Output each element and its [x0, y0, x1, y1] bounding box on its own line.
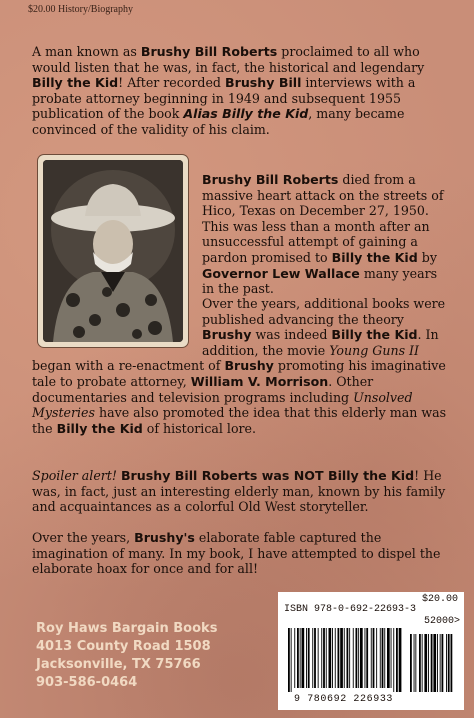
publisher-phone: 903-586-0464	[36, 675, 138, 690]
barcode-supplement-bar	[448, 634, 450, 692]
indent-block	[32, 296, 452, 358]
barcode-supplement-bar	[419, 634, 421, 692]
bold-name: Brushy Bill	[225, 75, 302, 91]
movie-title: Young Guns II	[329, 342, 419, 358]
barcode-bar	[288, 628, 290, 692]
barcode-supplement-bar	[451, 634, 453, 692]
barcode-bar	[360, 628, 363, 688]
category-label: $20.00 History/Biography	[28, 4, 133, 15]
bold-name: Billy the Kid	[56, 420, 143, 436]
later-books-paragraph	[32, 296, 452, 436]
bold-name: Brushy Bill Roberts	[202, 172, 339, 187]
barcode-supplement-bar	[415, 634, 416, 692]
barcode-bar	[393, 628, 394, 692]
text-span: have also promoted the idea that this elderly man was the	[32, 405, 447, 436]
barcode-bar	[347, 628, 349, 688]
barcode-bar	[329, 628, 332, 688]
text-span: promoting his imaginative tale to probate attorney,	[32, 358, 446, 389]
text-span: by	[417, 249, 437, 265]
barcode-supplement-bar	[433, 634, 436, 692]
barcode-supplement-bar	[431, 634, 433, 692]
show-title: Unsolved Mysteries	[32, 389, 413, 421]
barcode-bar	[384, 628, 385, 688]
barcode-supplement-bar	[428, 634, 429, 692]
barcode-bar	[391, 628, 392, 688]
barcode-bar	[318, 628, 319, 688]
barcode-bar	[323, 628, 325, 688]
bold-name: NOT Billy the Kid	[293, 468, 415, 483]
barcode-supplement-bar	[442, 634, 444, 692]
barcode-bar	[399, 628, 402, 692]
barcode-bar	[326, 628, 327, 688]
barcode-bar	[312, 628, 313, 688]
barcode-supplement-bar	[437, 634, 438, 692]
text-span: , many became convinced of the validity of his claim.	[32, 106, 405, 137]
text-span: began with a re-enactment of	[32, 358, 225, 374]
text-span: was indeed	[251, 327, 332, 343]
text-span: proclaimed to all who would listen that he was, in fact, the historical and legendary	[32, 44, 425, 75]
barcode-bar	[371, 628, 372, 688]
bold-name: Brushy's	[134, 530, 195, 545]
barcode-bar	[297, 628, 299, 688]
publisher-address	[36, 620, 217, 692]
bold-name: Brushy	[224, 358, 274, 374]
barcode-bar	[332, 628, 333, 688]
barcode-bars	[284, 628, 458, 692]
bold-name: Billy the Kid	[32, 75, 119, 91]
barcode-bar	[365, 628, 366, 688]
text-span: of historical lore.	[142, 420, 257, 436]
text-span: A man known as	[32, 44, 141, 59]
barcode-supplement-bar	[446, 634, 447, 692]
barcode-bar	[387, 628, 390, 688]
barcode-bar	[340, 628, 343, 688]
barcode-bar	[349, 628, 350, 688]
barcode-bar	[314, 628, 316, 688]
text-span: ! After recorded	[118, 75, 226, 91]
bold-name: Brushy	[202, 327, 252, 343]
barcode-supplement-bar	[440, 634, 441, 692]
barcode-supplement-bar	[410, 634, 412, 692]
text-span: was	[257, 468, 294, 483]
bold-name: Brushy Bill Roberts	[120, 468, 258, 483]
text-span: interviews with a probate attorney beginning in 1949 and subsequent 1955 publication of the book	[32, 75, 416, 122]
publisher-city: Jacksonville, TX 75766	[36, 657, 201, 672]
barcode-price: $20.00	[421, 594, 458, 605]
text-span: died from a massive heart attack on the streets of Hico, Texas on December 27, 1950. This was less than a month after an unsuccessful attempt of gaining a pardon promised to	[202, 172, 444, 265]
barcode-bar	[335, 628, 336, 688]
barcode-bar	[382, 628, 384, 688]
barcode-box	[278, 592, 464, 710]
text-span: . In addition, the movie	[202, 327, 439, 358]
barcode-bar	[353, 628, 354, 688]
closing-paragraph	[32, 530, 452, 577]
barcode-digits: 9 780692 226933	[294, 694, 394, 705]
text-span: many years in the past.	[202, 265, 438, 297]
intro-paragraph	[32, 44, 452, 138]
text-span: . Other documentaries and television programs including	[32, 373, 374, 405]
barcode-bar	[308, 628, 310, 688]
bold-name: Brushy Bill Roberts	[140, 44, 278, 59]
barcode-supplement-bar	[424, 634, 427, 692]
spoiler-label: Spoiler alert!	[32, 468, 117, 483]
bold-name: Billy the Kid	[331, 327, 418, 343]
barcode-bar	[306, 628, 307, 688]
barcode-bar	[366, 628, 368, 688]
barcode-bar	[338, 628, 340, 688]
barcode-bar	[300, 628, 301, 688]
publisher-street: 4013 County Road 1508	[36, 639, 211, 654]
bold-name: William V. Morrison	[190, 373, 329, 389]
barcode-bar	[302, 628, 305, 688]
barcode-bar	[356, 628, 358, 688]
barcode-bar	[358, 628, 359, 688]
barcode-supplement-bar	[414, 634, 415, 692]
text-span: Over the years,	[32, 530, 135, 545]
bold-name: Billy the Kid	[331, 249, 418, 265]
barcode-bar	[380, 628, 381, 688]
barcode-bar	[321, 628, 322, 688]
bold-name: Governor Lew Wallace	[202, 265, 360, 281]
barcode-bar	[396, 628, 398, 692]
barcode-supplement-bar	[422, 634, 423, 692]
death-paragraph	[202, 172, 452, 297]
book-title: Alias Billy the Kid	[183, 106, 309, 122]
barcode-bar	[294, 628, 295, 688]
barcode-isbn: ISBN 978-0-692-22693-3	[284, 604, 417, 615]
barcode-supplement: 52000>	[423, 616, 460, 627]
text-span: Over the years, additional books were published advancing the theory	[202, 296, 446, 327]
barcode-bar	[376, 628, 377, 688]
barcode-bar	[291, 628, 292, 692]
barcode-bar	[373, 628, 375, 688]
barcode-bar	[344, 628, 345, 688]
spoiler-paragraph	[32, 468, 452, 515]
text-span: elaborate fable captured the imagination of many. In my book, I have attempted to dispel the elaborate hoax for once and for all!	[32, 530, 441, 577]
text-span: ! He was, in fact, just an interesting elderly man, known by his family and acquaintances as a colorful Old West storyteller.	[32, 468, 446, 515]
publisher-name: Roy Haws Bargain Books	[36, 621, 218, 636]
